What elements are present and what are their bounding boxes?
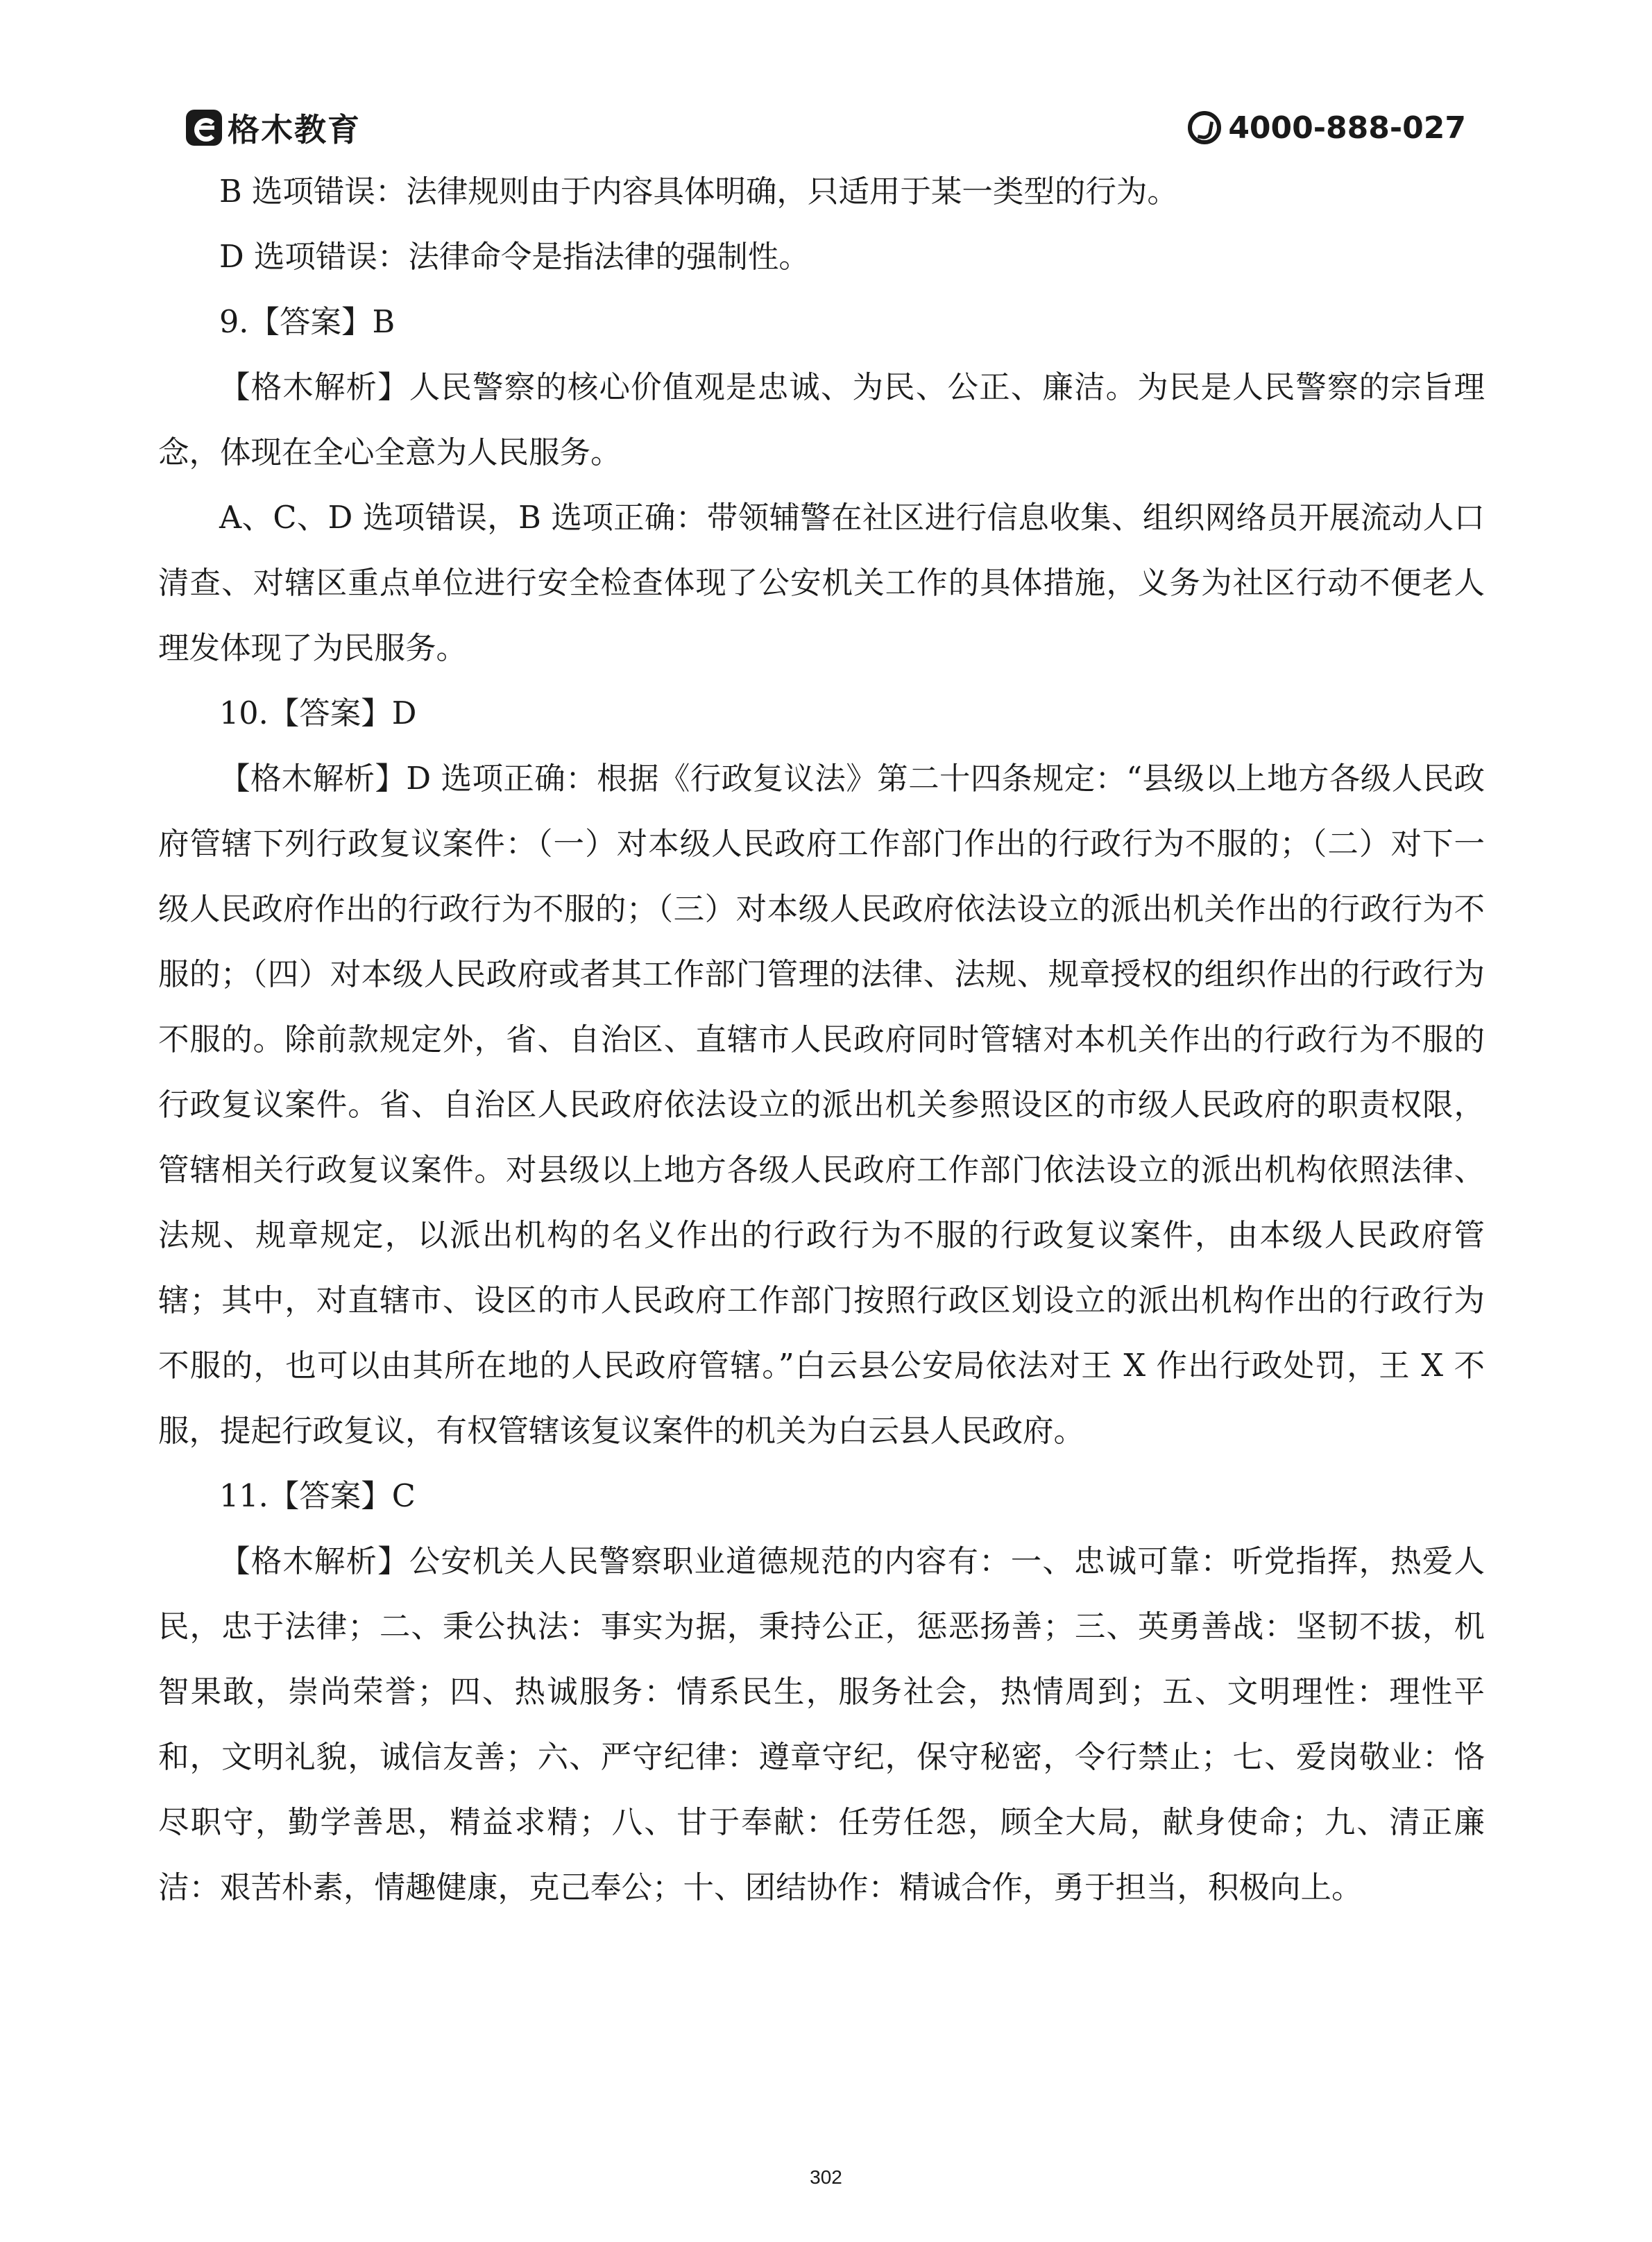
paragraph: B 选项错误：法律规则由于内容具体明确，只适用于某一类型的行为。 <box>219 174 1178 210</box>
paragraph: 【格木解析】公安机关人民警察职业道德规范的内容有：一、忠诚可靠：听党指挥，热爱人民，忠于法律；二、秉公执法：事实为据，秉持公正，惩恶扬善；三、英勇善战：坚韧不拔，机智果敢，崇尚荣誉；四、热诚服务：情系民生，服务社会，热情周到；五、文明理性：理性平和，文明礼貌，诚信友善；六、严守纪律：遵章守纪，保守秘密，令行禁止；七、爱岗敬业：恪尽职守，勤学善思，精益求精；八、甘于奉献：任劳任怨，顾全大局，献身使命；九、清正廉洁：艰苦朴素，情趣健康，克己奉公；十、团结协作：精诚合作，勇于担当，积极向上。 <box>158 1544 1485 1905</box>
paragraph: D 选项错误：法律命令是指法律的强制性。 <box>219 239 810 275</box>
phone-contact <box>1188 107 1466 148</box>
page-header <box>186 104 1466 153</box>
page-number: 302 <box>810 2166 842 2188</box>
answer-heading: 11.【答案】C <box>219 1479 416 1514</box>
phone-icon <box>1188 111 1221 144</box>
paragraph: 【格木解析】D 选项正确：根据《行政复议法》第二十四条规定：“县级以上地方各级人民政府管辖下列行政复议案件：（一）对本级人民政府工作部门作出的行政行为不服的；（二）对下一级人民政府作出的行政行为不服的；（三）对本级人民政府依法设立的派出机关作出的行政行为不服的；（四）对本级人民政府或者其工作部门管理的法律、法规、规章授权的组织作出的行政行为不服的。除前款规定外，省、自治区、直辖市人民政府同时管辖对本机关作出的行政行为不服的行政复议案件。省、自治区人民政府依法设立的派出机关参照设区的市级人民政府的职责权限，管辖相关行政复议案件。对县级以上地方各级人民政府工作部门依法设立的派出机构依照法律、法规、规章规定，以派出机构的名义作出的行政行为不服的行政复议案件，由本级人民政府管辖；其中，对直辖市、设区的市人民政府工作部门按照行政区划设立的派出机构作出的行政行为不服的，也可以由其所在地的人民政府管辖。”白云县公安局依法对王 X 作出行政处罚，王 X 不服，提起行政复议，有权管辖该复议案件的机关为白云县人民政府。 <box>158 761 1485 1449</box>
answer-heading: 10.【答案】D <box>219 696 417 731</box>
paragraph: A、C、D 选项错误，B 选项正确：带领辅警在社区进行信息收集、组织网络员开展流动人口清查、对辖区重点单位进行安全检查体现了公安机关工作的具体措施，义务为社区行动不便老人理发体现了为民服务。 <box>158 500 1485 666</box>
document-body <box>158 160 1485 1921</box>
brand-name: 格木教育 <box>228 111 361 148</box>
paragraph: 【格木解析】人民警察的核心价值观是忠诚、为民、公正、廉洁。为民是人民警察的宗旨理念，体现在全心全意为人民服务。 <box>158 370 1485 470</box>
logo-icon <box>186 110 222 146</box>
brand-logo <box>186 107 361 148</box>
answer-heading: 9.【答案】B <box>219 305 395 340</box>
phone-number: 4000-888-027 <box>1228 110 1466 146</box>
